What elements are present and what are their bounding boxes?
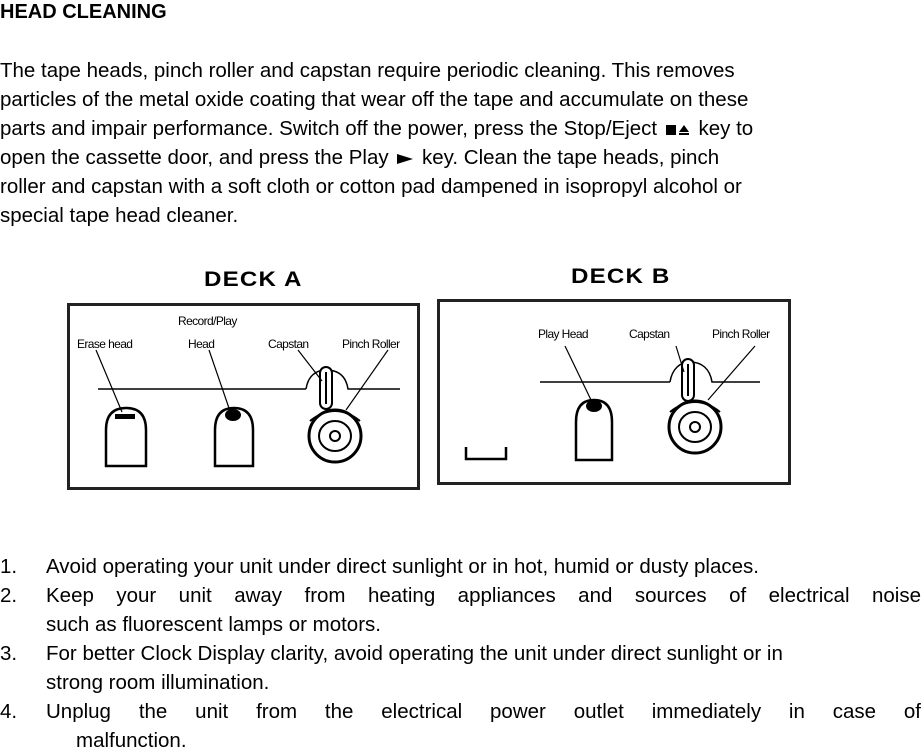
paragraph-text: open the cassette door, and press the Play — [0, 146, 389, 169]
play-icon — [394, 151, 416, 167]
list-text: strong room illumination. — [46, 671, 270, 694]
paragraph-text: key to — [698, 117, 754, 140]
list-text: such as fluorescent lamps or motors. — [46, 613, 381, 636]
list-number: 4. — [0, 700, 18, 723]
deck-a-title: DECK A — [204, 268, 303, 291]
list-number: 1. — [0, 555, 18, 578]
label-erase-head: Erase head — [77, 337, 133, 351]
erase-head-shape — [106, 408, 146, 466]
record-play-head-shape — [215, 408, 253, 466]
paragraph-line: special tape head cleaner. — [0, 204, 239, 227]
page-title: HEAD CLEANING — [0, 1, 167, 23]
label-pinch-roller: Pinch Roller — [342, 337, 400, 351]
list-text: Keep your unit away from heating appliances and sources of electrical noise — [46, 584, 921, 607]
list-text: Unplug the unit from the electrical power outlet immediately in case of — [46, 700, 921, 723]
label-record-play: Record/Play — [178, 314, 237, 328]
stop-eject-icon — [663, 122, 693, 138]
paragraph-line: roller and capstan with a soft cloth or cotton pad dampened in isopropyl alcohol or — [0, 175, 742, 198]
list-item — [0, 552, 921, 581]
paragraph-line: The tape heads, pinch roller and capstan require periodic cleaning. This removes — [0, 59, 735, 82]
list-number: 2. — [0, 584, 18, 607]
deck-b-diagram — [437, 299, 791, 485]
play-head-shape — [576, 400, 612, 460]
cleaning-instructions — [0, 56, 921, 230]
deck-a-illustration — [70, 306, 417, 487]
label-capstan: Capstan — [268, 337, 309, 351]
list-item — [0, 639, 921, 697]
pinch-roller-shape — [309, 410, 361, 462]
list-item — [0, 697, 921, 755]
paragraph-line: particles of the metal oxide coating that wear off the tape and accumulate on these — [0, 88, 749, 111]
list-text: Avoid operating your unit under direct sunlight or in hot, humid or dusty places. — [46, 555, 759, 578]
deck-a-diagram — [67, 303, 420, 490]
list-item — [0, 581, 921, 639]
label-capstan: Capstan — [629, 327, 670, 341]
capstan-shape — [320, 367, 332, 409]
label-play-head: Play Head — [538, 327, 588, 341]
capstan-shape — [682, 359, 694, 401]
list-text: For better Clock Display clarity, avoid operating the unit under direct sunlight or in — [46, 642, 783, 665]
list-text: malfunction. — [76, 729, 187, 752]
paragraph-text: key. Clean the tape heads, pinch — [422, 146, 720, 169]
deck-b-title: DECK B — [571, 265, 671, 288]
paragraph-text: parts and impair performance. Switch off the power, press the Stop/Eject — [0, 117, 658, 140]
label-head: Head — [188, 337, 215, 351]
list-number: 3. — [0, 642, 18, 665]
label-pinch-roller: Pinch Roller — [712, 327, 770, 341]
pinch-roller-shape — [669, 401, 721, 453]
precautions-list — [0, 552, 921, 755]
paragraph-line — [0, 143, 921, 172]
paragraph-line — [0, 114, 921, 143]
